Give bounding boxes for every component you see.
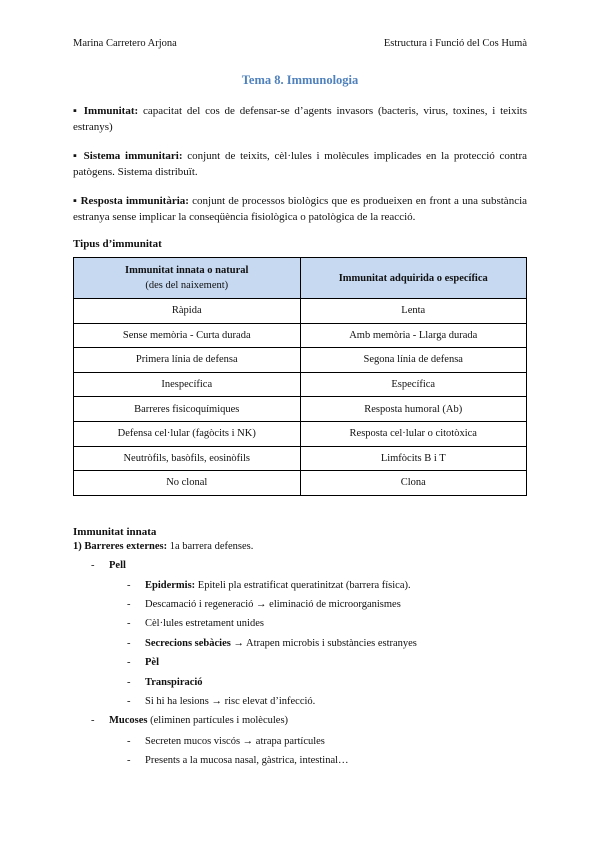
definition-term: Resposta immunitària: <box>80 195 189 207</box>
list-item: - Transpiració <box>127 677 203 688</box>
cell-acquired: Resposta humoral (Ab) <box>300 397 527 422</box>
definition-term: Sistema immunitari: <box>83 150 183 162</box>
cell-acquired: Amb memòria - Llarga durada <box>300 323 527 348</box>
list-item: - Secrecions sebàcies → Atrapen microbis i substàncies estranyes <box>127 638 417 649</box>
cell-acquired: Limfòcits B i T <box>300 446 527 471</box>
definition-resposta-immunitaria: ▪ Resposta immunitària: conjunt de processos biològics que es produeixen en front a una substància estranya sense implicar la conseqüència fisiològica o patològica de la reacció. <box>73 195 528 223</box>
definition-text: conjunt de processos biològics que es produeixen en front a una substància estranya sense implicar la conseqüència fisiològica o patològica de la reacció. <box>73 195 528 223</box>
definition-sistema-immunitari: ▪ Sistema immunitari: conjunt de teixits, cèl·lules i molècules implicades en la protecció contra patògens. Sistema distribuït. <box>73 150 527 178</box>
list-item: - Descamació i regeneració → eliminació de microorganismes <box>127 599 401 610</box>
cell-innate: Primera línia de defensa <box>74 348 301 373</box>
innate-heading: Immunitat innata <box>73 526 157 538</box>
cell-acquired: Resposta cel·lular o citotòxica <box>300 421 527 446</box>
cell-acquired: Lenta <box>300 299 527 324</box>
barriers-title: 1) Barreres externes: <box>73 541 168 552</box>
definition-text: conjunt de teixits, cèl·lules i molècules implicades en la protecció contra patògens. Sistema distribuït. <box>73 150 527 178</box>
definition-text: capacitat del cos de defensar-se d’agents invasors (bacteris, virus, toxines, i teixits estranys) <box>73 105 527 133</box>
cell-innate: Ràpida <box>74 299 301 324</box>
list-item: - Secreten mucos viscós → atrapa partícules <box>127 736 325 747</box>
table-row <box>74 446 527 471</box>
table-header-row <box>74 258 527 299</box>
table-row <box>74 421 527 446</box>
list-item: - Epidermis: Epiteli pla estratificat queratinitzat (barrera física). <box>127 580 411 591</box>
types-label: Tipus d’immunitat <box>73 238 162 250</box>
barriers-line <box>73 541 253 552</box>
list-item: - Pèl <box>127 657 159 668</box>
barriers-text: 1a barrera defenses. <box>167 541 254 552</box>
table-row <box>74 372 527 397</box>
table-row <box>74 471 527 496</box>
immunity-table <box>73 257 527 496</box>
cell-acquired: Clona <box>300 471 527 496</box>
dash-bullet: - <box>91 560 95 571</box>
header-innate: Immunitat innata o natural (des del naixement) <box>74 258 301 299</box>
definition-immunitat: ▪ Immunitat: capacitat del cos de defensar-se d’agents invasors (bacteris, virus, toxines, i teixits estranys) <box>73 105 527 133</box>
dash-bullet: - <box>91 715 95 726</box>
cell-innate: Defensa cel·lular (fagòcits i NK) <box>74 421 301 446</box>
mucoses-label: Mucoses <box>109 715 148 726</box>
cell-acquired: Segona línia de defensa <box>300 348 527 373</box>
table-row <box>74 397 527 422</box>
mucoses-item <box>91 715 288 726</box>
header-author: Marina Carretero Arjona <box>73 38 177 49</box>
pell-label: Pell <box>109 560 126 571</box>
mucoses-note: (eliminen partícules i molècules) <box>147 715 289 726</box>
cell-innate: No clonal <box>74 471 301 496</box>
cell-innate: Neutròfils, basòfils, eosinòfils <box>74 446 301 471</box>
list-item: - Presents a la mucosa nasal, gàstrica, intestinal… <box>127 755 349 766</box>
table-row <box>74 299 527 324</box>
pell-item <box>91 560 126 571</box>
cell-innate: Barreres fisicoquímiques <box>74 397 301 422</box>
table-row <box>74 348 527 373</box>
header-acquired: Immunitat adquirida o específica <box>300 258 527 299</box>
list-item: - Si hi ha lesions → risc elevat d’infecció. <box>127 696 316 707</box>
table-row <box>74 323 527 348</box>
definition-term: Immunitat: <box>83 105 139 117</box>
page-title: Tema 8. Immunologia <box>241 73 359 87</box>
cell-innate: Inespecífica <box>74 372 301 397</box>
list-item: - Cèl·lules estretament unides <box>127 618 264 629</box>
header-course: Estructura i Funció del Cos Humà <box>383 38 527 49</box>
cell-acquired: Específica <box>300 372 527 397</box>
cell-innate: Sense memòria - Curta durada <box>74 323 301 348</box>
